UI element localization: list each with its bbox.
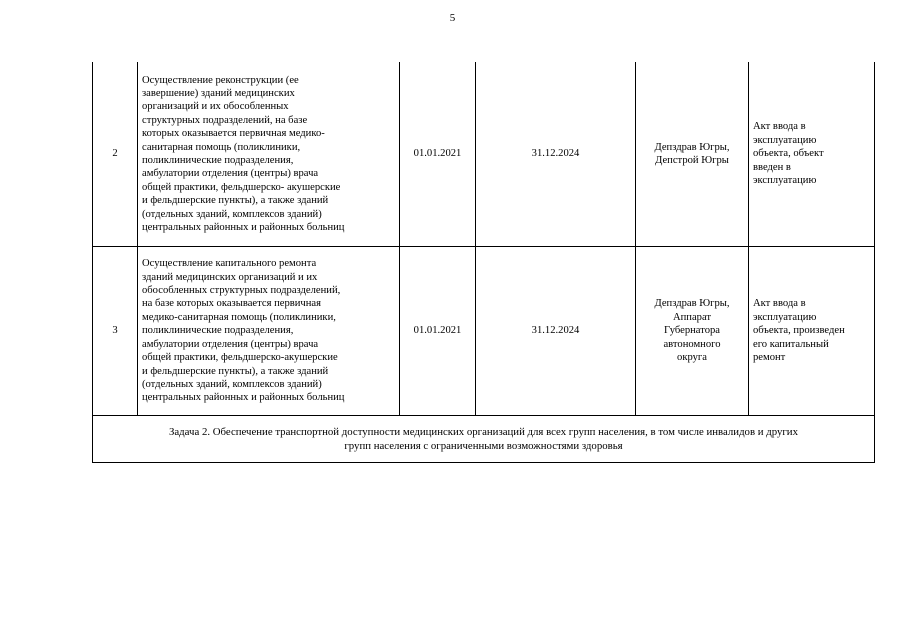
- table-row: [93, 247, 875, 416]
- executor: [636, 62, 749, 247]
- page-number: 5: [449, 12, 456, 24]
- row-number: 3: [93, 247, 138, 416]
- result-line: его капитальный: [753, 338, 829, 350]
- activities-table: [92, 62, 875, 463]
- start-date: 01.01.2021: [400, 247, 476, 416]
- description-line: зданий медицинских организаций и их: [142, 271, 318, 283]
- row-number: 2: [93, 62, 138, 247]
- executor-line: Депздрав Югры,: [654, 141, 730, 153]
- result-line: Акт ввода в: [753, 298, 806, 310]
- description-line: медико-санитарная помощь (поликлиники,: [142, 311, 336, 323]
- table-row: [93, 62, 875, 247]
- result-line: объекта, произведен: [753, 325, 845, 337]
- description-line: организаций и их обособленных: [142, 101, 289, 113]
- description-line: завершение) зданий медицинских: [142, 87, 295, 99]
- executor-line: Губернатора: [663, 325, 720, 337]
- description-line: центральных районных и районных больниц: [142, 392, 345, 404]
- executor-line: округа: [677, 352, 707, 364]
- executor-line: автономного: [663, 338, 721, 350]
- start-date: 01.01.2021: [400, 62, 476, 247]
- task-line: групп населения с ограниченными возможностями здоровья: [344, 440, 623, 452]
- description-line: (отдельных зданий, комплексов зданий): [142, 208, 322, 220]
- activity-description: [138, 247, 400, 416]
- description-line: Осуществление реконструкции (ее: [142, 74, 299, 86]
- activity-description: [138, 62, 400, 247]
- description-line: амбулатории отделения (центры) врача: [142, 338, 319, 350]
- result-line: эксплуатацию: [753, 134, 817, 146]
- description-line: общей практики, фельдшерско-акушерские: [142, 352, 338, 364]
- executor-line: Аппарат: [672, 311, 712, 323]
- description-line: на базе которых оказывается первичная: [142, 298, 322, 310]
- task-row: [93, 416, 875, 463]
- end-date: 31.12.2024: [476, 62, 636, 247]
- description-line: и фельдшерские пункты), а также зданий: [142, 365, 329, 377]
- executor-line: Депстрой Югры: [655, 155, 729, 166]
- result: [749, 62, 875, 247]
- result-line: Акт ввода в: [753, 121, 806, 133]
- result-line: объекта, объект: [753, 148, 824, 160]
- description-line: Осуществление капитального ремонта: [142, 258, 317, 270]
- description-line: амбулатории отделения (центры) врача: [142, 168, 319, 180]
- task-line: Задача 2. Обеспечение транспортной доступности медицинских организаций для всех групп населения, в том числе инвалидов и других: [168, 426, 798, 438]
- result: [749, 247, 875, 416]
- description-line: центральных районных и районных больниц: [142, 222, 345, 234]
- description-line: поликлинические подразделения,: [142, 155, 294, 166]
- executor: [636, 247, 749, 416]
- description-line: и фельдшерские пункты), а также зданий: [142, 195, 329, 207]
- description-line: поликлинические подразделения,: [142, 325, 294, 337]
- result-line: эксплуатацию: [753, 311, 817, 323]
- description-line: структурных подразделений, на базе: [142, 114, 308, 126]
- description-line: которых оказывается первичная медико-: [142, 128, 325, 140]
- executor-line: Депздрав Югры,: [654, 298, 730, 310]
- result-line: ремонт: [753, 352, 786, 364]
- end-date: 31.12.2024: [476, 247, 636, 416]
- task-heading: [93, 416, 875, 463]
- description-line: общей практики, фельдшерско- акушерские: [142, 181, 341, 193]
- description-line: обособленных структурных подразделений,: [142, 285, 341, 297]
- description-line: (отдельных зданий, комплексов зданий): [142, 378, 322, 390]
- description-line: санитарная помощь (поликлиники,: [142, 141, 301, 153]
- result-line: эксплуатацию: [753, 175, 817, 187]
- result-line: введен в: [753, 161, 791, 173]
